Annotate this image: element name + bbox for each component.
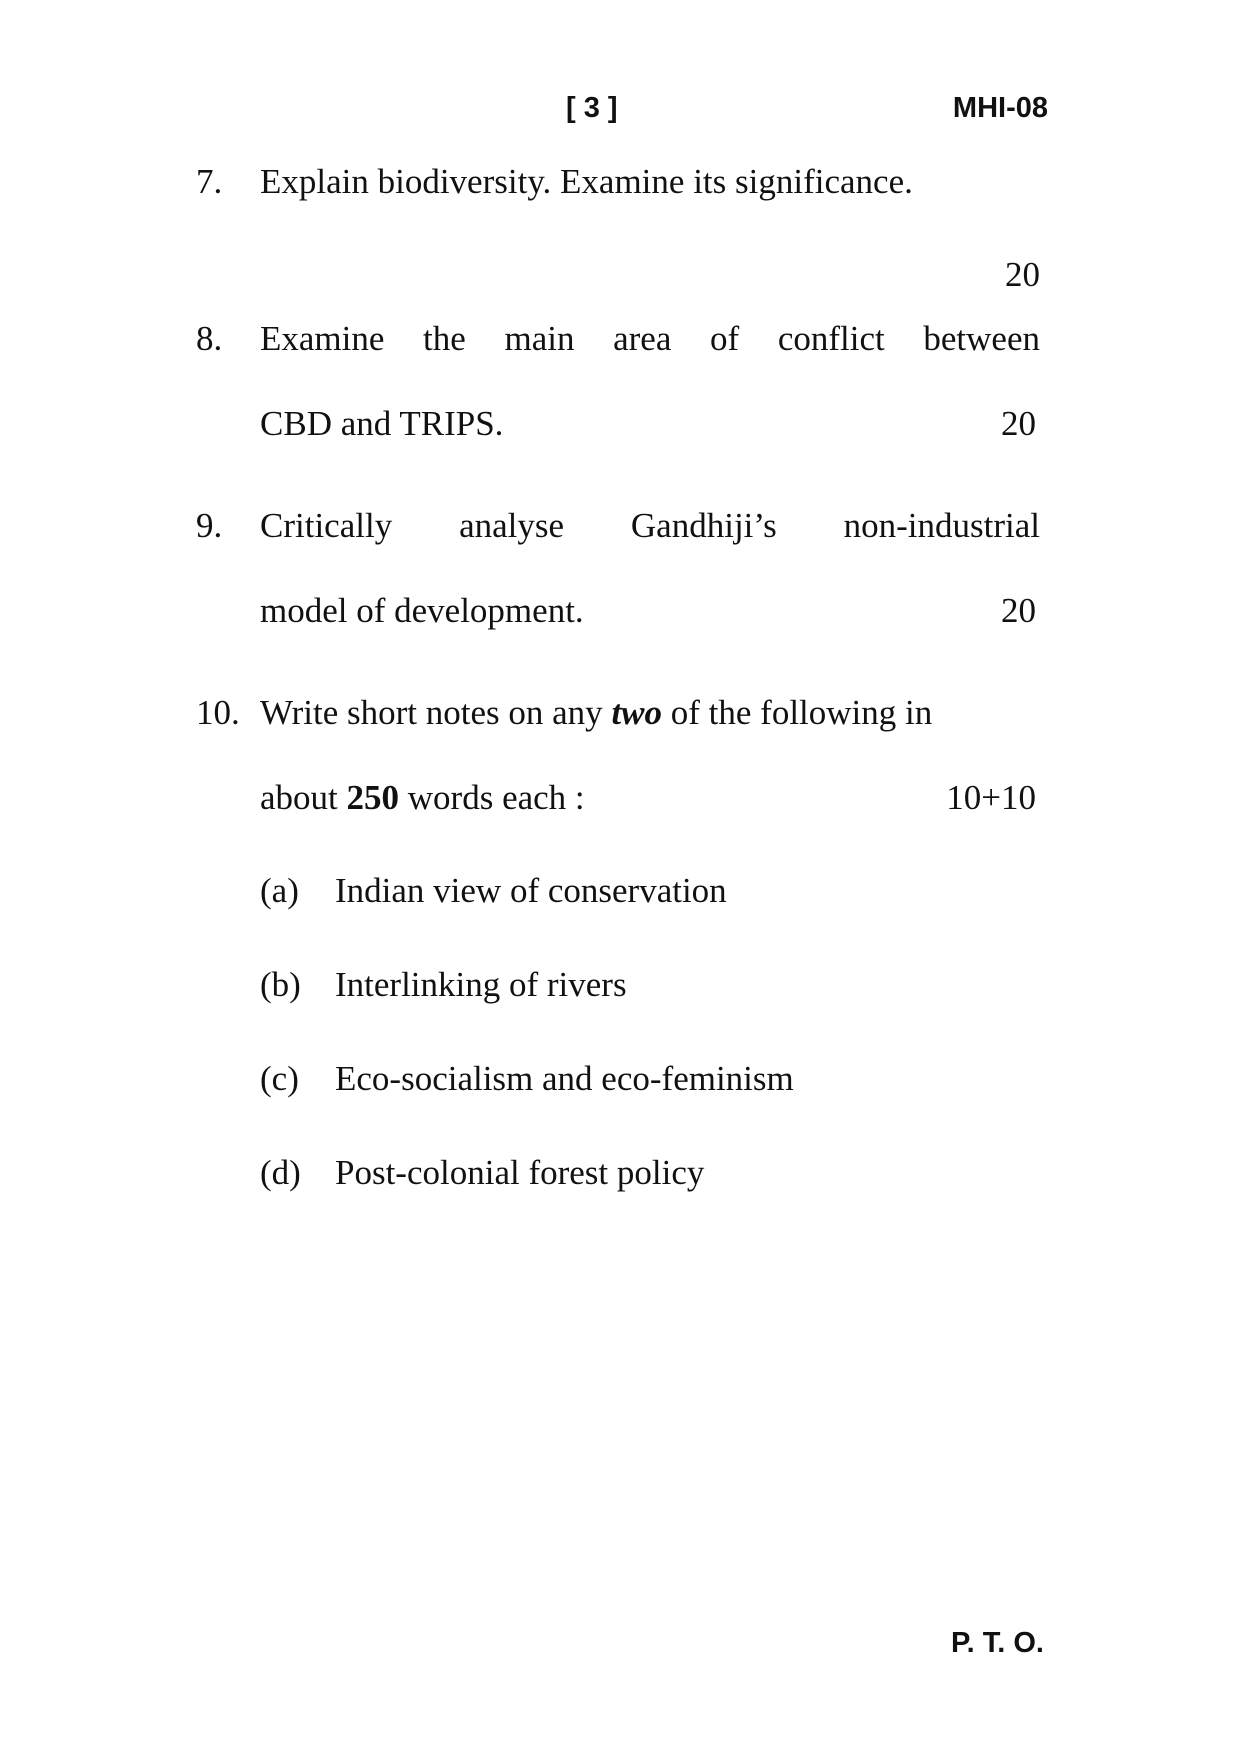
question-marks: 10+10 <box>946 778 1036 817</box>
text-segment: of the following in <box>662 693 933 732</box>
word-count: 250 <box>346 778 400 817</box>
option-label: (a) <box>260 871 299 910</box>
option-text: Indian view of conservation <box>335 871 727 910</box>
question-text-line2: CBD and TRIPS. <box>260 404 504 443</box>
question-marks: 20 <box>1001 591 1036 630</box>
question-number: 9. <box>196 506 223 545</box>
page-number: [ 3 ] <box>566 92 618 124</box>
text-segment: words each : <box>399 778 585 817</box>
paper-code: MHI-08 <box>952 92 1048 124</box>
question-number: 10. <box>196 693 240 732</box>
option-text: Post-colonial forest policy <box>335 1153 705 1192</box>
question-number: 7. <box>196 162 223 201</box>
question-marks: 20 <box>1001 404 1036 443</box>
question-text-line2 <box>260 775 585 821</box>
question-number: 8. <box>196 319 223 358</box>
text-segment: about <box>260 778 347 817</box>
question-text-line2: model of development. <box>260 591 584 630</box>
question-text: Explain biodiversity. Examine its significance. <box>260 162 913 201</box>
option-text: Eco-socialism and eco-feminism <box>335 1059 794 1098</box>
text-segment: Write short notes on any <box>260 693 612 732</box>
emphasis-two: two <box>611 693 663 732</box>
question-text-line1: Examine the main area of conflict between <box>260 319 1040 358</box>
option-label: (b) <box>260 965 301 1004</box>
please-turn-over: P. T. O. <box>951 1627 1044 1659</box>
option-label: (c) <box>260 1059 299 1098</box>
question-text-line1: Critically analyse Gandhiji’s non-industrial <box>260 506 1040 545</box>
question-text-line1 <box>260 690 1040 736</box>
option-label: (d) <box>260 1153 301 1192</box>
question-marks: 20 <box>1005 255 1040 294</box>
option-text: Interlinking of rivers <box>335 965 627 1004</box>
